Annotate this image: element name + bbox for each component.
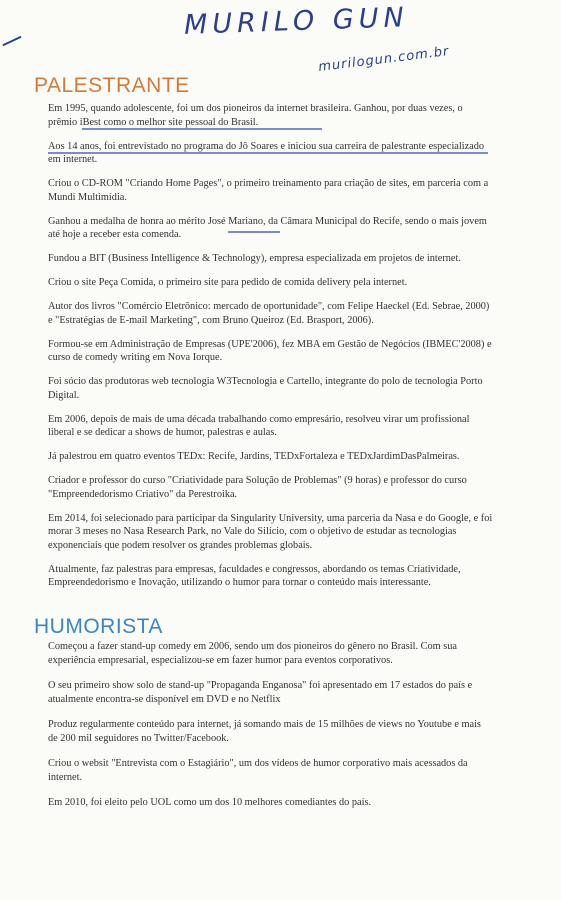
paragraph: Atualmente, faz palestras para empresas, faculdades e congressos, abordando os temas Criatividade, Empreendedorismo e Inovação, utilizando o humor para tornar o conteúdo mais interessante. [48,563,461,588]
paragraph: O seu primeiro show solo de stand-up "Propaganda Enganosa" foi apresentado em 17 estados do país e atualmente encontra-se disponível em DVD e no Netflix [48,680,473,705]
pen-mark [3,36,22,46]
section-humorista [48,640,493,822]
paragraph: Formou-se em Administração de Empresas (UPE'2006), fez MBA em Gestão de Negócios (IBMEC'2008) e curso de comedy writing em Nova Iorque. [48,338,492,363]
paragraph: Em 2010, foi eleito pelo UOL como um dos 10 melhores comediantes do país. [48,797,372,808]
paragraph: Produz regularmente conteúdo para internet, já somando mais de 15 milhões de views no Youtube e mais de 200 mil seguidores no Twitter/Facebook. [48,719,481,744]
paragraph: Criou o site Peça Comida, o primeiro site para pedido de comida delivery pela internet. [48,277,408,288]
paragraph: Em 1995, quando adolescente, foi um dos pioneiros da internet brasileira. Ganhou, por duas vezes, o prêmio iBest como o melhor site pessoal do Brasil. [48,103,463,128]
paragraph: Criador e professor do curso "Criatividade para Solução de Problemas" (9 horas) e professor do curso "Empreendedorismo Criativo" da Perestroika. [48,475,467,500]
paragraph: Em 2006, depois de mais de uma década trabalhando como empresário, resolveu virar um profissional liberal e se dedicar a shows de humor, palestras e aulas. [48,413,470,438]
section-title-humorista: HUMORISTA [34,615,163,638]
pen-underline [228,231,280,233]
handwritten-site: murilogun.com.br [317,44,451,75]
handwritten-name: MURILO GUN [183,2,410,41]
paragraph: Autor dos livros "Comércio Eletrônico: mercado de oportunidade", com Felipe Haeckel (Ed. Sebrae, 2000) e "Estratégias de E-mail Marketing", com Bruno Queiroz (Ed. Brasport, 2006). [48,301,490,326]
paragraph: Criou o CD-ROM "Criando Home Pages", o primeiro treinamento para criação de sites, em parceria com a Mundi Multimídia. [48,178,489,203]
pen-underline [48,152,488,154]
paragraph: Fundou a BIT (Business Intelligence & Technology), empresa especializada em projetos de internet. [48,253,461,264]
section-title-palestrante: PALESTRANTE [34,74,190,97]
paragraph: Começou a fazer stand-up comedy em 2006, sendo um dos pioneiros do gênero no Brasil. Com sua experiência empresarial, especializou-se em fazer humor para eventos corporativos. [48,641,457,666]
paragraph: Criou o websit "Entrevista com o Estagiário", um dos vídeos de humor corporativo mais acessados da internet. [48,758,468,783]
paragraph: Em 2014, foi selecionado para participar da Singularity University, uma parceria da Nasa e do Google, e foi morar 3 meses no Nasa Research Park, no Vale do Silício, com o objetivo de estudar as tecnologias exponenciais que podem resolver os grandes problemas globais. [48,512,493,551]
pen-underline [82,128,322,130]
section-palestrante [48,102,493,600]
paragraph: Ganhou a medalha de honra ao mérito José Mariano, da Câmara Municipal do Recife, sendo o mais jovem até hoje a receber esta comenda. [48,215,487,240]
paragraph: Foi sócio das produtoras web tecnologia W3Tecnologia e Cartello, integrante do polo de tecnologia Porto Digital. [48,376,483,401]
paragraph: Já palestrou em quatro eventos TEDx: Recife, Jardins, TEDxFortaleza e TEDxJardimDasPalmeiras. [48,451,460,462]
paragraph: Aos 14 anos, foi entrevistado no programa do Jô Soares e iniciou sua carreira de palestrante especializado em internet. [48,140,485,165]
